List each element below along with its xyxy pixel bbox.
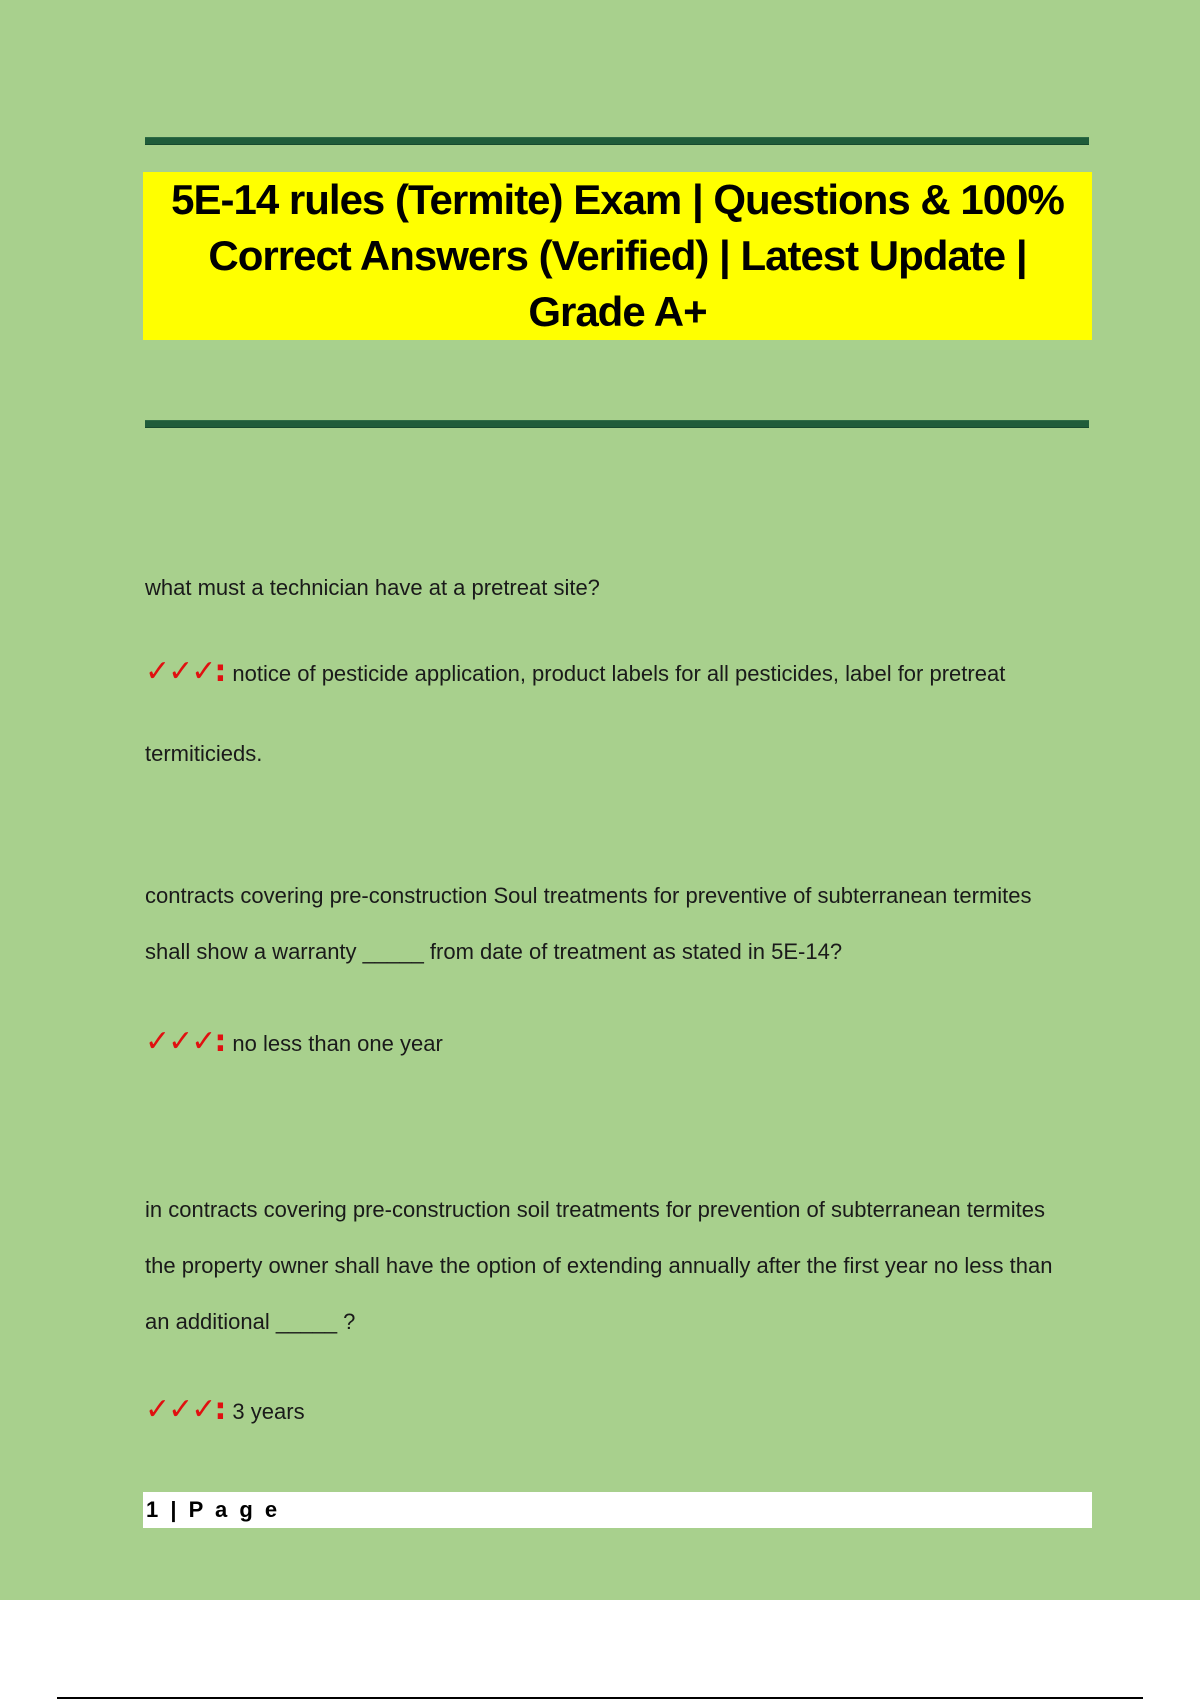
question-text: contracts covering pre-construction Soul treatments for preventive of subterranean termites shall show a warranty _____ from date of treatment as stated in 5E-14? [145, 883, 1032, 964]
answer-text: notice of pesticide application, product labels for all pesticides, label for pretreat termiticieds. [145, 661, 1006, 766]
title-banner [143, 172, 1092, 340]
checkmark-icon: ✓✓✓: [145, 654, 225, 689]
answer-text: no less than one year [232, 1031, 443, 1056]
answer-2 [145, 1002, 1075, 1084]
answer-1 [145, 632, 1075, 794]
answer-3 [145, 1370, 1075, 1452]
question-3 [145, 1182, 1075, 1350]
checkmark-icon: ✓✓✓: [145, 1024, 225, 1059]
page-footer [143, 1492, 1092, 1528]
question-2 [145, 868, 1075, 980]
question-text: what must a technician have at a pretreat site? [145, 575, 600, 600]
top-divider [145, 137, 1089, 145]
middle-divider [145, 420, 1089, 428]
question-1 [145, 560, 1075, 616]
page-number: 1 | P a g e [146, 1497, 281, 1522]
page-title: 5E-14 rules (Termite) Exam | Questions & 100% Correct Answers (Verified) | Latest Update | Grade A+ [171, 176, 1064, 335]
question-text: in contracts covering pre-construction soil treatments for prevention of subterranean termites the property owner shall have the option of extending annually after the first year no less than an additional _____ ? [145, 1197, 1053, 1334]
next-page-rule [57, 1697, 1143, 1699]
checkmark-icon: ✓✓✓: [145, 1392, 225, 1427]
answer-text: 3 years [232, 1399, 305, 1424]
